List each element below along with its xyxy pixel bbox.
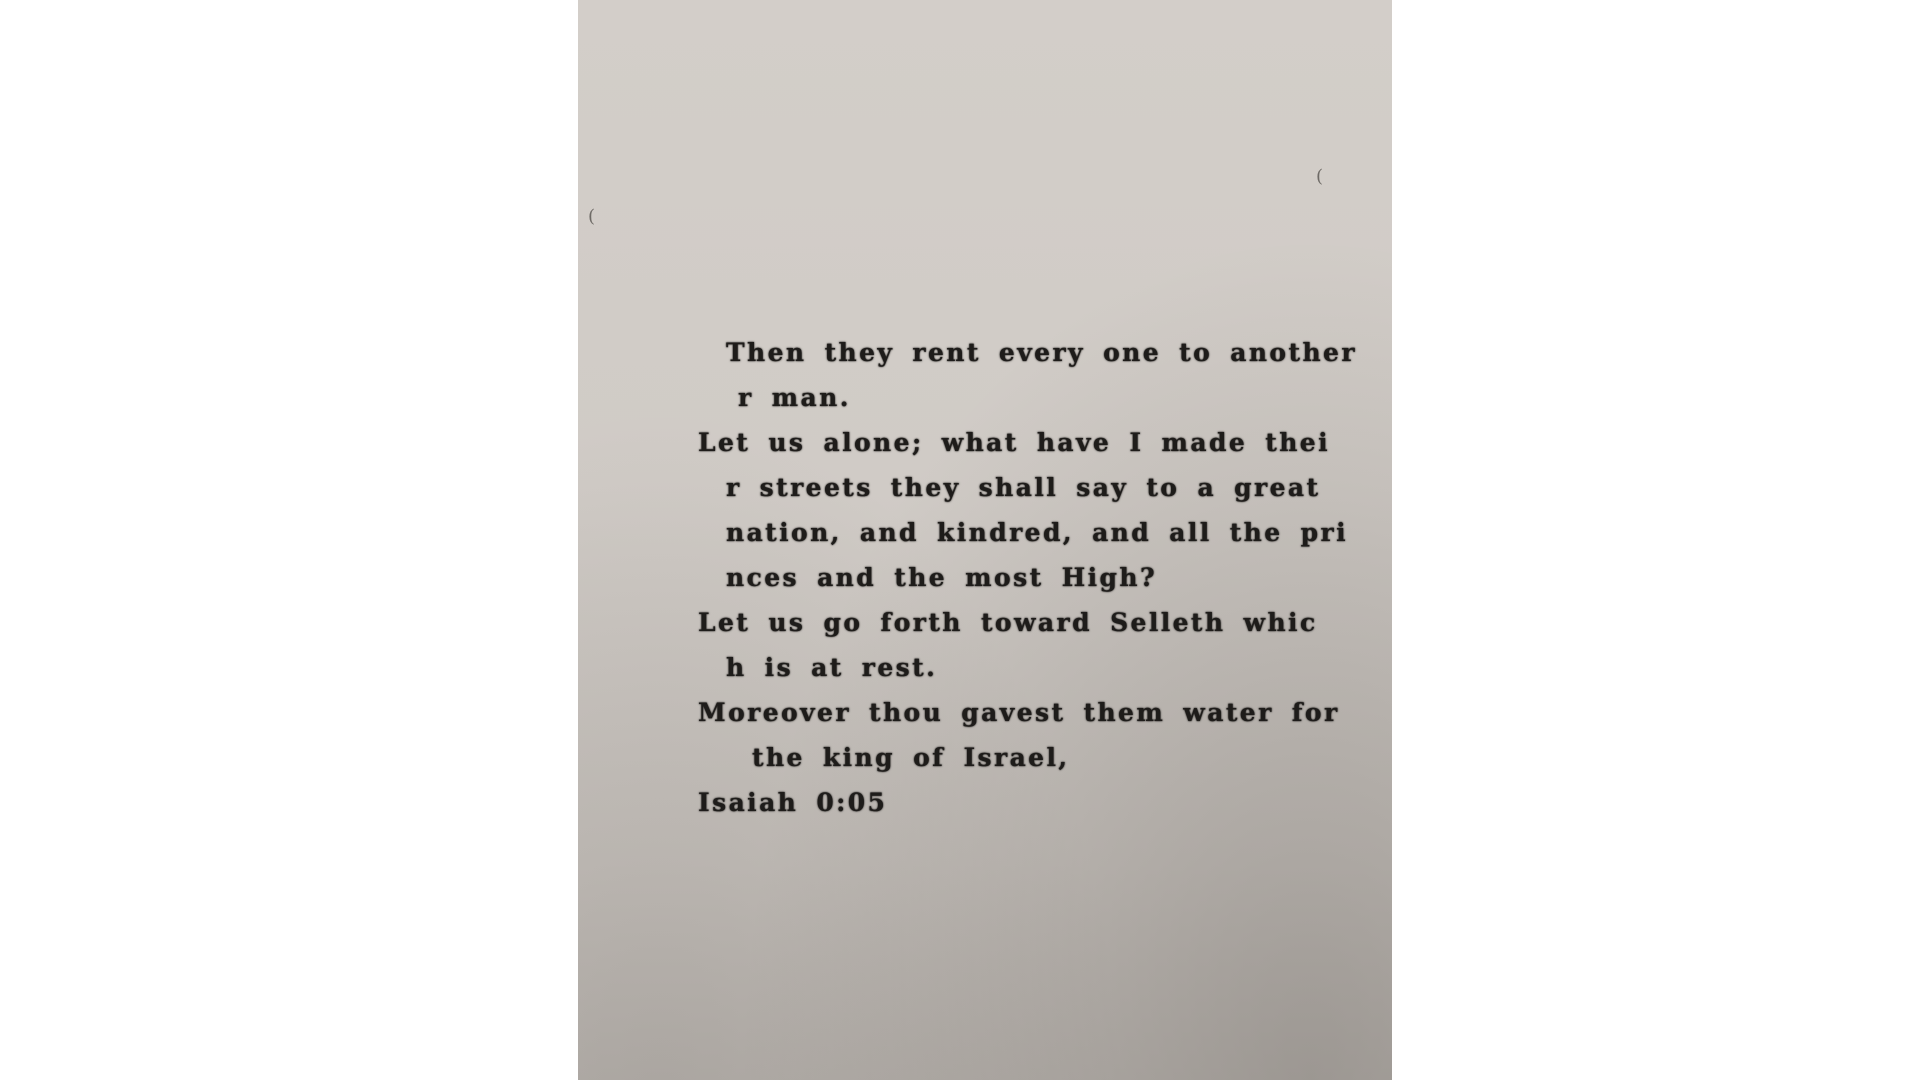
verse-line: nces and the most High?: [726, 563, 1158, 592]
verse-line: Let us alone; what have I made thei: [698, 428, 1330, 457]
verse-line: Moreover thou gavest them water for: [698, 698, 1340, 727]
verse-line: r streets they shall say to a great: [726, 473, 1321, 502]
document-photo: [578, 0, 1392, 1080]
verse-line: r man.: [738, 383, 851, 412]
verse-text-block: [698, 330, 1357, 825]
verse-line: nation, and kindred, and all the pri: [726, 518, 1349, 547]
paper-mark: (: [1316, 166, 1324, 187]
verse-line: Then they rent every one to another: [726, 338, 1357, 367]
paper-mark: (: [588, 206, 596, 227]
verse-reference: Isaiah 0:05: [698, 788, 888, 817]
verse-line: h is at rest.: [726, 653, 938, 682]
verse-line: Let us go forth toward Selleth whic: [698, 608, 1318, 637]
verse-line: the king of Israel,: [752, 743, 1070, 772]
